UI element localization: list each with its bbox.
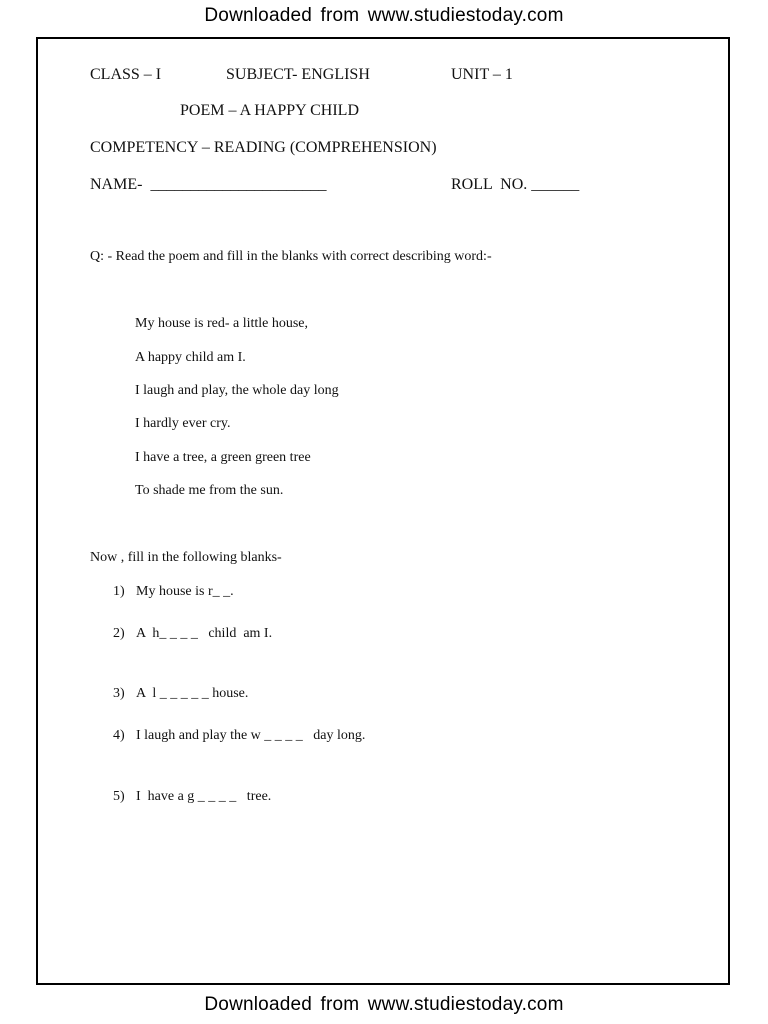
blank-number: 3) xyxy=(113,686,125,701)
poem-line: I laugh and play, the whole day long xyxy=(135,383,339,398)
blank-sentence: My house is r_ _. xyxy=(136,584,234,599)
instruction-text: Now , fill in the following blanks- xyxy=(90,550,282,565)
poem-line: A happy child am I. xyxy=(135,350,246,365)
class-label: CLASS – I xyxy=(90,66,162,83)
name-field: NAME- ______________________ xyxy=(90,176,327,193)
poem-line: I have a tree, a green green tree xyxy=(135,450,311,465)
blank-number: 5) xyxy=(113,789,125,804)
blank-number: 1) xyxy=(113,584,125,599)
poem-line: My house is red- a little house, xyxy=(135,316,309,331)
blank-sentence: A l _ _ _ _ _ house. xyxy=(136,686,249,701)
question-text: Q: - Read the poem and fill in the blanks with correct describing word:- xyxy=(90,249,492,264)
download-banner-bottom: Downloaded from www.studiestoday.com xyxy=(204,994,564,1015)
blank-sentence: A h_ _ _ _ child am I. xyxy=(136,626,273,641)
blank-sentence: I laugh and play the w _ _ _ _ day long. xyxy=(136,728,366,743)
blank-number: 2) xyxy=(113,626,125,641)
competency-label: COMPETENCY – READING (COMPREHENSION) xyxy=(90,139,437,156)
blank-number: 4) xyxy=(113,728,125,743)
poem-line: I hardly ever cry. xyxy=(135,416,231,431)
subject-label: SUBJECT- ENGLISH xyxy=(226,66,370,83)
blank-sentence: I have a g _ _ _ _ tree. xyxy=(136,789,272,804)
poem-line: To shade me from the sun. xyxy=(135,483,284,498)
unit-label: UNIT – 1 xyxy=(451,66,513,83)
download-banner-top: Downloaded from www.studiestoday.com xyxy=(204,5,564,26)
roll-no-field: ROLL NO. ______ xyxy=(451,176,580,193)
poem-title: POEM – A HAPPY CHILD xyxy=(180,102,359,119)
